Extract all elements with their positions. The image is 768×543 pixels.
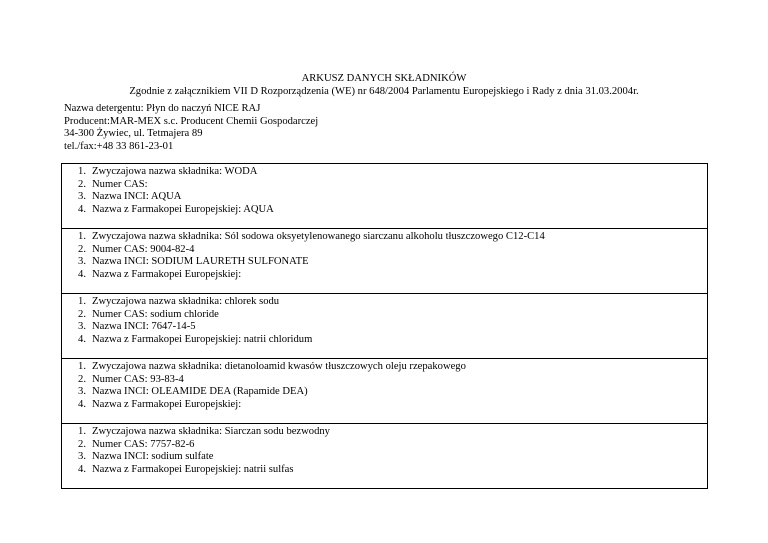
ingredient-field <box>62 244 707 257</box>
field-text: Nazwa INCI: sodium sulfate <box>92 451 214 463</box>
field-number: 4. <box>78 203 86 215</box>
field-text: Zwyczajowa nazwa składnika: dietanoloamid kwasów tłuszczowych oleju rzepakowego <box>92 361 466 372</box>
field-text: Nazwa INCI: AQUA <box>92 191 182 203</box>
ingredient-field <box>62 321 707 334</box>
ingredient-section <box>62 229 707 294</box>
field-number: 1. <box>78 426 86 437</box>
field-text: Numer CAS: <box>92 178 148 190</box>
field-number: 4. <box>78 398 86 410</box>
ingredient-field <box>62 166 707 179</box>
field-number: 3. <box>78 191 86 203</box>
ingredient-section <box>62 164 707 229</box>
ingredient-field <box>62 386 707 399</box>
field-number: 2. <box>78 243 86 255</box>
producer-address: 34-300 Żywiec, ul. Tetmajera 89 <box>64 128 203 140</box>
ingredient-field <box>62 361 707 374</box>
field-number: 3. <box>78 386 86 398</box>
ingredient-field <box>62 439 707 452</box>
producer-name: Producent:MAR-MEX s.c. Producent Chemii Gospodarczej <box>64 115 319 127</box>
field-text: Numer CAS: 9004-82-4 <box>92 243 195 255</box>
field-text: Nazwa z Farmakopei Europejskiej: <box>92 268 242 280</box>
ingredient-field <box>62 204 707 217</box>
ingredient-field <box>62 179 707 192</box>
field-text: Nazwa INCI: OLEAMIDE DEA (Rapamide DEA) <box>92 386 308 398</box>
ingredient-field <box>62 231 707 244</box>
ingredients-table <box>61 163 708 489</box>
ingredient-field <box>62 191 707 204</box>
detergent-name: Nazwa detergentu: Płyn do naczyń NICE RAJ <box>64 103 261 114</box>
field-number: 2. <box>78 308 86 320</box>
field-text: Nazwa z Farmakopei Europejskiej: natrii sulfas <box>92 463 294 475</box>
field-number: 1. <box>78 361 86 372</box>
field-number: 3. <box>78 321 86 333</box>
field-number: 2. <box>78 438 86 450</box>
ingredient-section <box>62 294 707 359</box>
document-title: ARKUSZ DANYCH SKŁADNIKÓW <box>301 73 467 84</box>
ingredient-field <box>62 426 707 439</box>
ingredient-field <box>62 269 707 282</box>
document-subtitle: Zgodnie z załącznikiem VII D Rozporządzenia (WE) nr 648/2004 Parlamentu Europejskiego i Rady z dnia 31.03.2004r. <box>129 86 639 97</box>
field-text: Zwyczajowa nazwa składnika: Sól sodowa oksyetylenowanego siarczanu alkoholu tłuszczowego C12-C14 <box>92 231 545 242</box>
field-text: Nazwa INCI: SODIUM LAURETH SULFONATE <box>92 256 309 268</box>
field-text: Numer CAS: 7757-82-6 <box>92 438 195 450</box>
field-text: Nazwa INCI: 7647-14-5 <box>92 321 196 333</box>
ingredient-section <box>62 424 707 489</box>
producer-info <box>64 103 318 153</box>
field-text: Nazwa z Farmakopei Europejskiej: natrii chloridum <box>92 333 313 345</box>
field-text: Nazwa z Farmakopei Europejskiej: <box>92 398 242 410</box>
field-number: 1. <box>78 166 86 177</box>
ingredient-section <box>62 359 707 424</box>
field-number: 1. <box>78 231 86 242</box>
field-number: 4. <box>78 333 86 345</box>
field-number: 3. <box>78 256 86 268</box>
field-number: 3. <box>78 451 86 463</box>
ingredient-field <box>62 464 707 477</box>
field-text: Numer CAS: 93-83-4 <box>92 373 184 385</box>
field-text: Numer CAS: sodium chloride <box>92 308 219 320</box>
ingredient-field <box>62 256 707 269</box>
field-number: 4. <box>78 463 86 475</box>
ingredient-field <box>62 374 707 387</box>
ingredient-field <box>62 334 707 347</box>
field-text: Nazwa z Farmakopei Europejskiej: AQUA <box>92 203 274 215</box>
ingredient-field <box>62 451 707 464</box>
ingredient-field <box>62 296 707 309</box>
field-number: 2. <box>78 178 86 190</box>
field-text: Zwyczajowa nazwa składnika: Siarczan sodu bezwodny <box>92 426 330 437</box>
field-number: 1. <box>78 296 86 307</box>
ingredient-field <box>62 399 707 412</box>
field-number: 4. <box>78 268 86 280</box>
producer-phone: tel./fax:+48 33 861-23-01 <box>64 140 174 152</box>
field-number: 2. <box>78 373 86 385</box>
ingredient-field <box>62 309 707 322</box>
field-text: Zwyczajowa nazwa składnika: WODA <box>92 166 258 177</box>
field-text: Zwyczajowa nazwa składnika: chlorek sodu <box>92 296 280 307</box>
